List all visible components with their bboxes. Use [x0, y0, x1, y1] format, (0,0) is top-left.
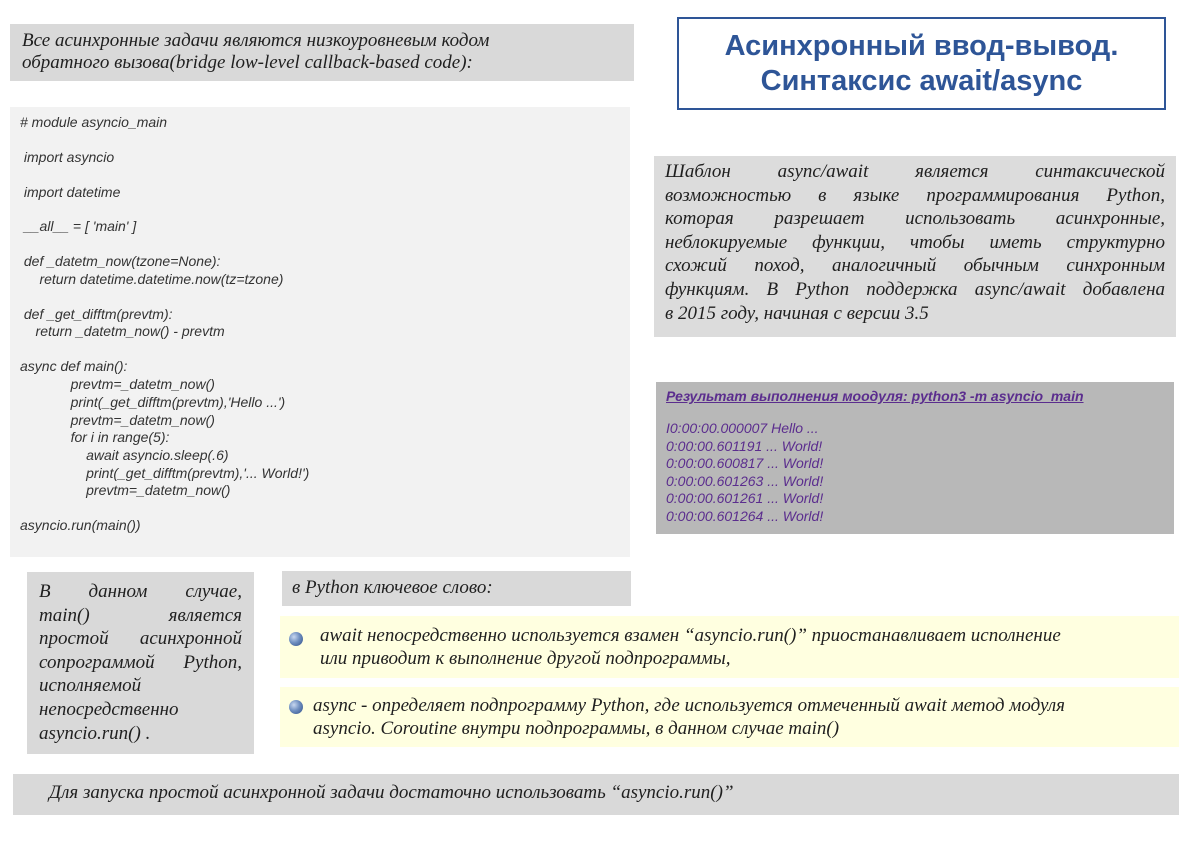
bullet-line: async - определяет подпрограмму Python, где используется отмеченный await метод модуля: [313, 695, 1066, 716]
code-line: async def main():: [20, 358, 128, 374]
footer-note: Для запуска простой асинхронной задачи достаточно использовать “asyncio.run()”: [13, 774, 1179, 815]
code-line: prevtm=_datetm_now(): [20, 412, 215, 428]
code-line: import asyncio: [20, 149, 115, 165]
intro-line-2: обратного вызова(bridge low-level callback-based code):: [22, 52, 473, 73]
result-line: 0:00:00.601264 ... World!: [666, 507, 824, 524]
bullet-async: [280, 687, 1179, 747]
description-line: функциям. В Python поддержка async/await добавлена: [665, 278, 1165, 300]
result-line: 0:00:00.601263 ... World!: [666, 472, 824, 489]
note-line: main() является: [39, 604, 242, 626]
code-line: def _datetm_now(tzone=None):: [20, 253, 221, 269]
bullet-await: [280, 616, 1179, 678]
title-line-2: Синтаксис await/async: [760, 65, 1083, 97]
bullet-line: await непосредственно используется взамен “asyncio.run()” приостанавливает исполнение: [320, 625, 1061, 646]
code-line: for i in range(5):: [20, 429, 170, 445]
description-box: [654, 156, 1176, 337]
code-line: asyncio.run(main()): [20, 517, 141, 533]
note-line: asyncio.run() .: [39, 722, 151, 744]
bullet-line: asyncio. Coroutine внутри подпрограммы, в данном случае main(): [313, 718, 840, 739]
description-line: Шаблон async/await является синтаксической: [665, 161, 1165, 182]
bullet-icon: [289, 700, 303, 714]
result-title: Результат выполнения моодуля: python3 -m asyncio_main: [666, 388, 1084, 404]
result-line: 0:00:00.601261 ... World!: [666, 490, 824, 506]
note-line: сопрограммой Python,: [39, 651, 242, 673]
result-line: 0:00:00.600817 ... World!: [666, 455, 824, 471]
code-line: def _get_difftm(prevtm):: [20, 306, 173, 322]
note-line: простой асинхронной: [39, 628, 242, 650]
code-line: print(_get_difftm(prevtm),'... World!'): [20, 465, 310, 481]
description-line: схожий поход, аналогичный обычным синхронным: [665, 255, 1165, 277]
code-line: prevtm=_datetm_now(): [20, 376, 215, 392]
intro-box: [10, 24, 634, 81]
code-line: prevtm=_datetm_now(): [20, 482, 231, 498]
code-line: __all__ = [ 'main' ]: [20, 218, 137, 234]
result-line: 0:00:00.601191 ... World!: [666, 437, 823, 454]
result-line: I0:00:00.000007 Hello ...: [666, 420, 819, 436]
code-block: [10, 107, 630, 557]
code-line: import datetime: [20, 184, 121, 200]
bullet-icon: [289, 632, 303, 646]
description-line: которая разрешает использовать асинхронные,: [665, 208, 1165, 230]
title-line-1: Асинхронный ввод-вывод.: [724, 30, 1119, 62]
code-line: print(_get_difftm(prevtm),'Hello ...'): [20, 394, 286, 410]
result-box: [656, 382, 1174, 534]
code-line: await asyncio.sleep(.6): [20, 447, 229, 463]
keyword-label: в Python ключевое слово:: [282, 571, 631, 606]
description-line: возможностью в языке программирования Python,: [665, 184, 1165, 206]
note-box: [27, 572, 254, 754]
slide-title: [677, 17, 1166, 110]
bullet-line: или приводит к выполнение другой подпрограммы,: [320, 648, 731, 669]
code-line: return datetime.datetime.now(tz=tzone): [20, 271, 284, 287]
description-line: в 2015 году, начиная с версии 3.5: [665, 302, 929, 324]
description-line: неблокируемые функции, чтобы иметь структурно: [665, 231, 1165, 253]
intro-line-1: Все асинхронные задачи являются низкоуровневым кодом: [22, 30, 490, 51]
code-line: return _datetm_now() - prevtm: [20, 323, 225, 339]
note-line: исполняемой: [39, 675, 142, 697]
note-line: непосредственно: [39, 698, 179, 720]
note-line: В данном случае,: [39, 581, 242, 602]
code-line: # module asyncio_main: [20, 114, 168, 130]
